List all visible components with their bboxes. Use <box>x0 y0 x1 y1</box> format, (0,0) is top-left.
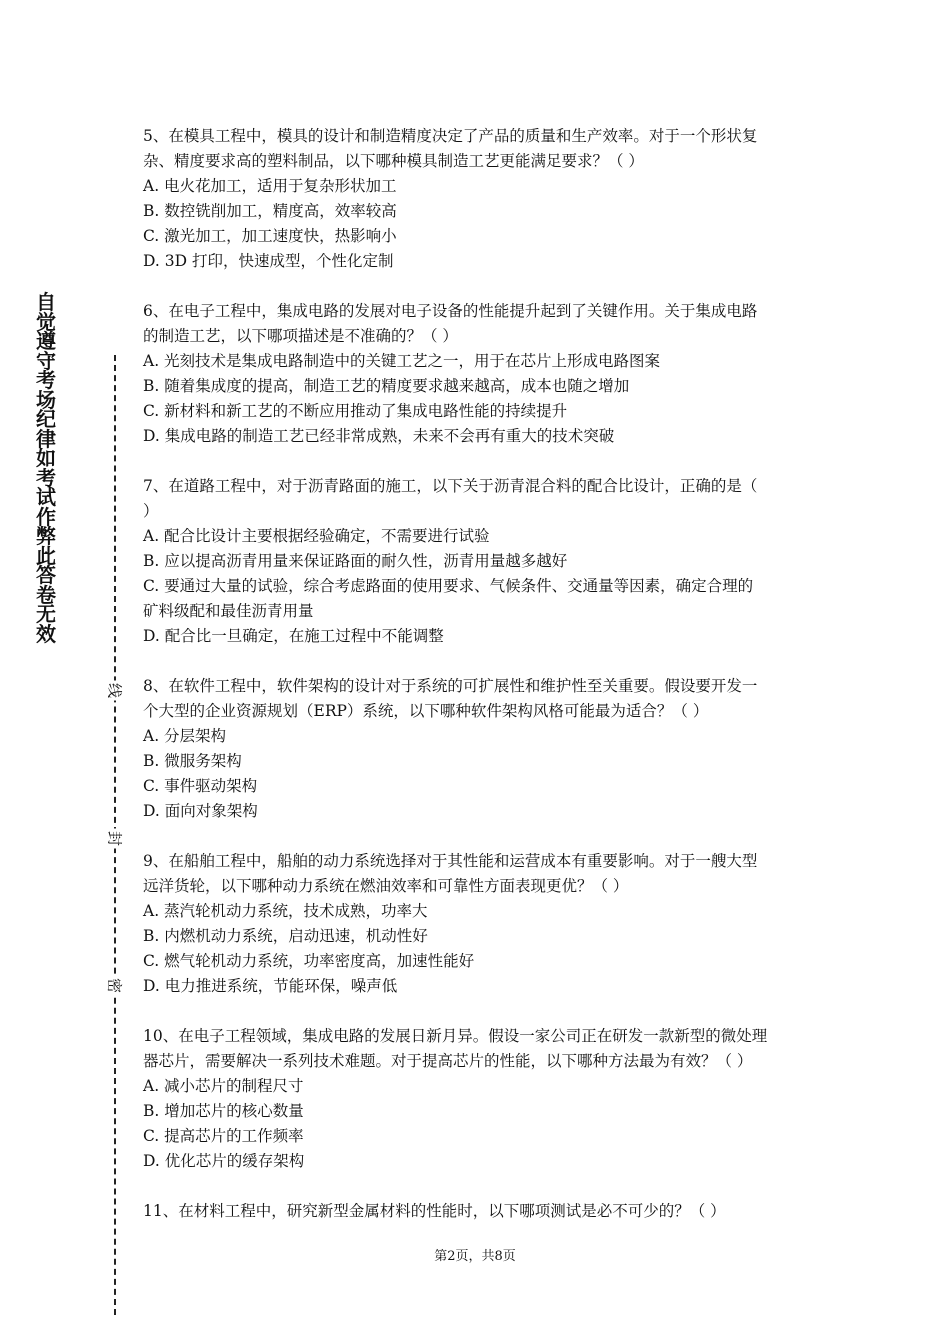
question <box>143 1199 823 1224</box>
answer-option: A. 光刻技术是集成电路制造中的关键工艺之一，用于在芯片上形成电路图案 <box>143 352 661 370</box>
seal-label-line: 线 <box>105 681 126 701</box>
question <box>143 849 823 999</box>
answer-option: C. 提高芯片的工作频率 <box>143 1127 304 1145</box>
seal-label-secret: 密 <box>105 976 126 996</box>
answer-option: B. 微服务架构 <box>143 752 242 770</box>
question-stem-line: 10、在电子工程领域，集成电路的发展日新月异。假设一家公司正在研发一款新型的微处理 <box>143 1027 768 1045</box>
answer-option: D. 配合比一旦确定，在施工过程中不能调整 <box>143 627 444 645</box>
answer-option: B. 应以提高沥青用量来保证路面的耐久性，沥青用量越多越好 <box>143 552 568 570</box>
question-stem-line: 7、在道路工程中，对于沥青路面的施工，以下关于沥青混合料的配合比设计，正确的是（ <box>143 477 758 495</box>
answer-option: D. 3D 打印，快速成型，个性化定制 <box>143 252 394 270</box>
answer-option: C. 燃气轮机动力系统，功率密度高，加速性能好 <box>143 952 475 970</box>
question <box>143 299 823 449</box>
answer-option: B. 增加芯片的核心数量 <box>143 1102 304 1120</box>
question-stem-line: 8、在软件工程中，软件架构的设计对于系统的可扩展性和维护性至关重要。假设要开发一 <box>143 677 758 695</box>
answer-option: D. 电力推进系统，节能环保，噪声低 <box>143 977 398 995</box>
answer-option: B. 内燃机动力系统，启动迅速，机动性好 <box>143 927 428 945</box>
answer-option: A. 电火花加工，适用于复杂形状加工 <box>143 177 397 195</box>
question-list <box>143 124 823 1249</box>
question-stem-line: 9、在船舶工程中，船舶的动力系统选择对于其性能和运营成本有重要影响。对于一艘大型 <box>143 852 758 870</box>
answer-option: 矿料级配和最佳沥青用量 <box>143 602 314 620</box>
answer-option: D. 优化芯片的缓存架构 <box>143 1152 305 1170</box>
question-stem-line: 个大型的企业资源规划（ERP）系统，以下哪种软件架构风格可能最为适合？（ ） <box>143 702 709 720</box>
question-stem-line: 5、在模具工程中，模具的设计和制造精度决定了产品的质量和生产效率。对于一个形状复 <box>143 127 758 145</box>
page-number: 第2页，共8页 <box>434 1249 516 1264</box>
answer-option: A. 蒸汽轮机动力系统，技术成熟，功率大 <box>143 902 428 920</box>
answer-option: D. 面向对象架构 <box>143 802 258 820</box>
answer-option: A. 减小芯片的制程尺寸 <box>143 1077 304 1095</box>
answer-option: D. 集成电路的制造工艺已经非常成熟，未来不会再有重大的技术突破 <box>143 427 615 445</box>
question <box>143 474 823 649</box>
question-stem-line: ） <box>143 502 159 520</box>
answer-option: A. 配合比设计主要根据经验确定，不需要进行试验 <box>143 527 490 545</box>
question <box>143 674 823 824</box>
exam-discipline-notice: 自觉遵守考场纪律如考试作弊此答卷无效 <box>36 290 56 646</box>
answer-option: C. 新材料和新工艺的不断应用推动了集成电路性能的持续提升 <box>143 402 568 420</box>
question-stem-line: 的制造工艺，以下哪项描述是不准确的？（ ） <box>143 327 458 345</box>
question-stem-line: 杂、精度要求高的塑料制品，以下哪种模具制造工艺更能满足要求？（ ） <box>143 152 644 170</box>
answer-option: B. 随着集成度的提高，制造工艺的精度要求越来越高，成本也随之增加 <box>143 377 630 395</box>
seal-label-seal: 封 <box>105 829 126 849</box>
answer-option: C. 事件驱动架构 <box>143 777 258 795</box>
question-stem-line: 器芯片，需要解决一系列技术难题。对于提高芯片的性能，以下哪种方法最为有效？（ ） <box>143 1052 753 1070</box>
question <box>143 124 823 274</box>
question <box>143 1024 823 1174</box>
question-stem-line: 11、在材料工程中，研究新型金属材料的性能时，以下哪项测试是必不可少的？（ ） <box>143 1202 726 1220</box>
question-stem-line: 6、在电子工程中，集成电路的发展对电子设备的性能提升起到了关键作用。关于集成电路 <box>143 302 758 320</box>
question-stem-line: 远洋货轮，以下哪种动力系统在燃油效率和可靠性方面表现更优？（ ） <box>143 877 629 895</box>
answer-option: C. 要通过大量的试验，综合考虑路面的使用要求、气候条件、交通量等因素，确定合理的 <box>143 577 754 595</box>
answer-option: A. 分层架构 <box>143 727 227 745</box>
answer-option: B. 数控铣削加工，精度高，效率较高 <box>143 202 397 220</box>
answer-option: C. 激光加工，加工速度快，热影响小 <box>143 227 397 245</box>
